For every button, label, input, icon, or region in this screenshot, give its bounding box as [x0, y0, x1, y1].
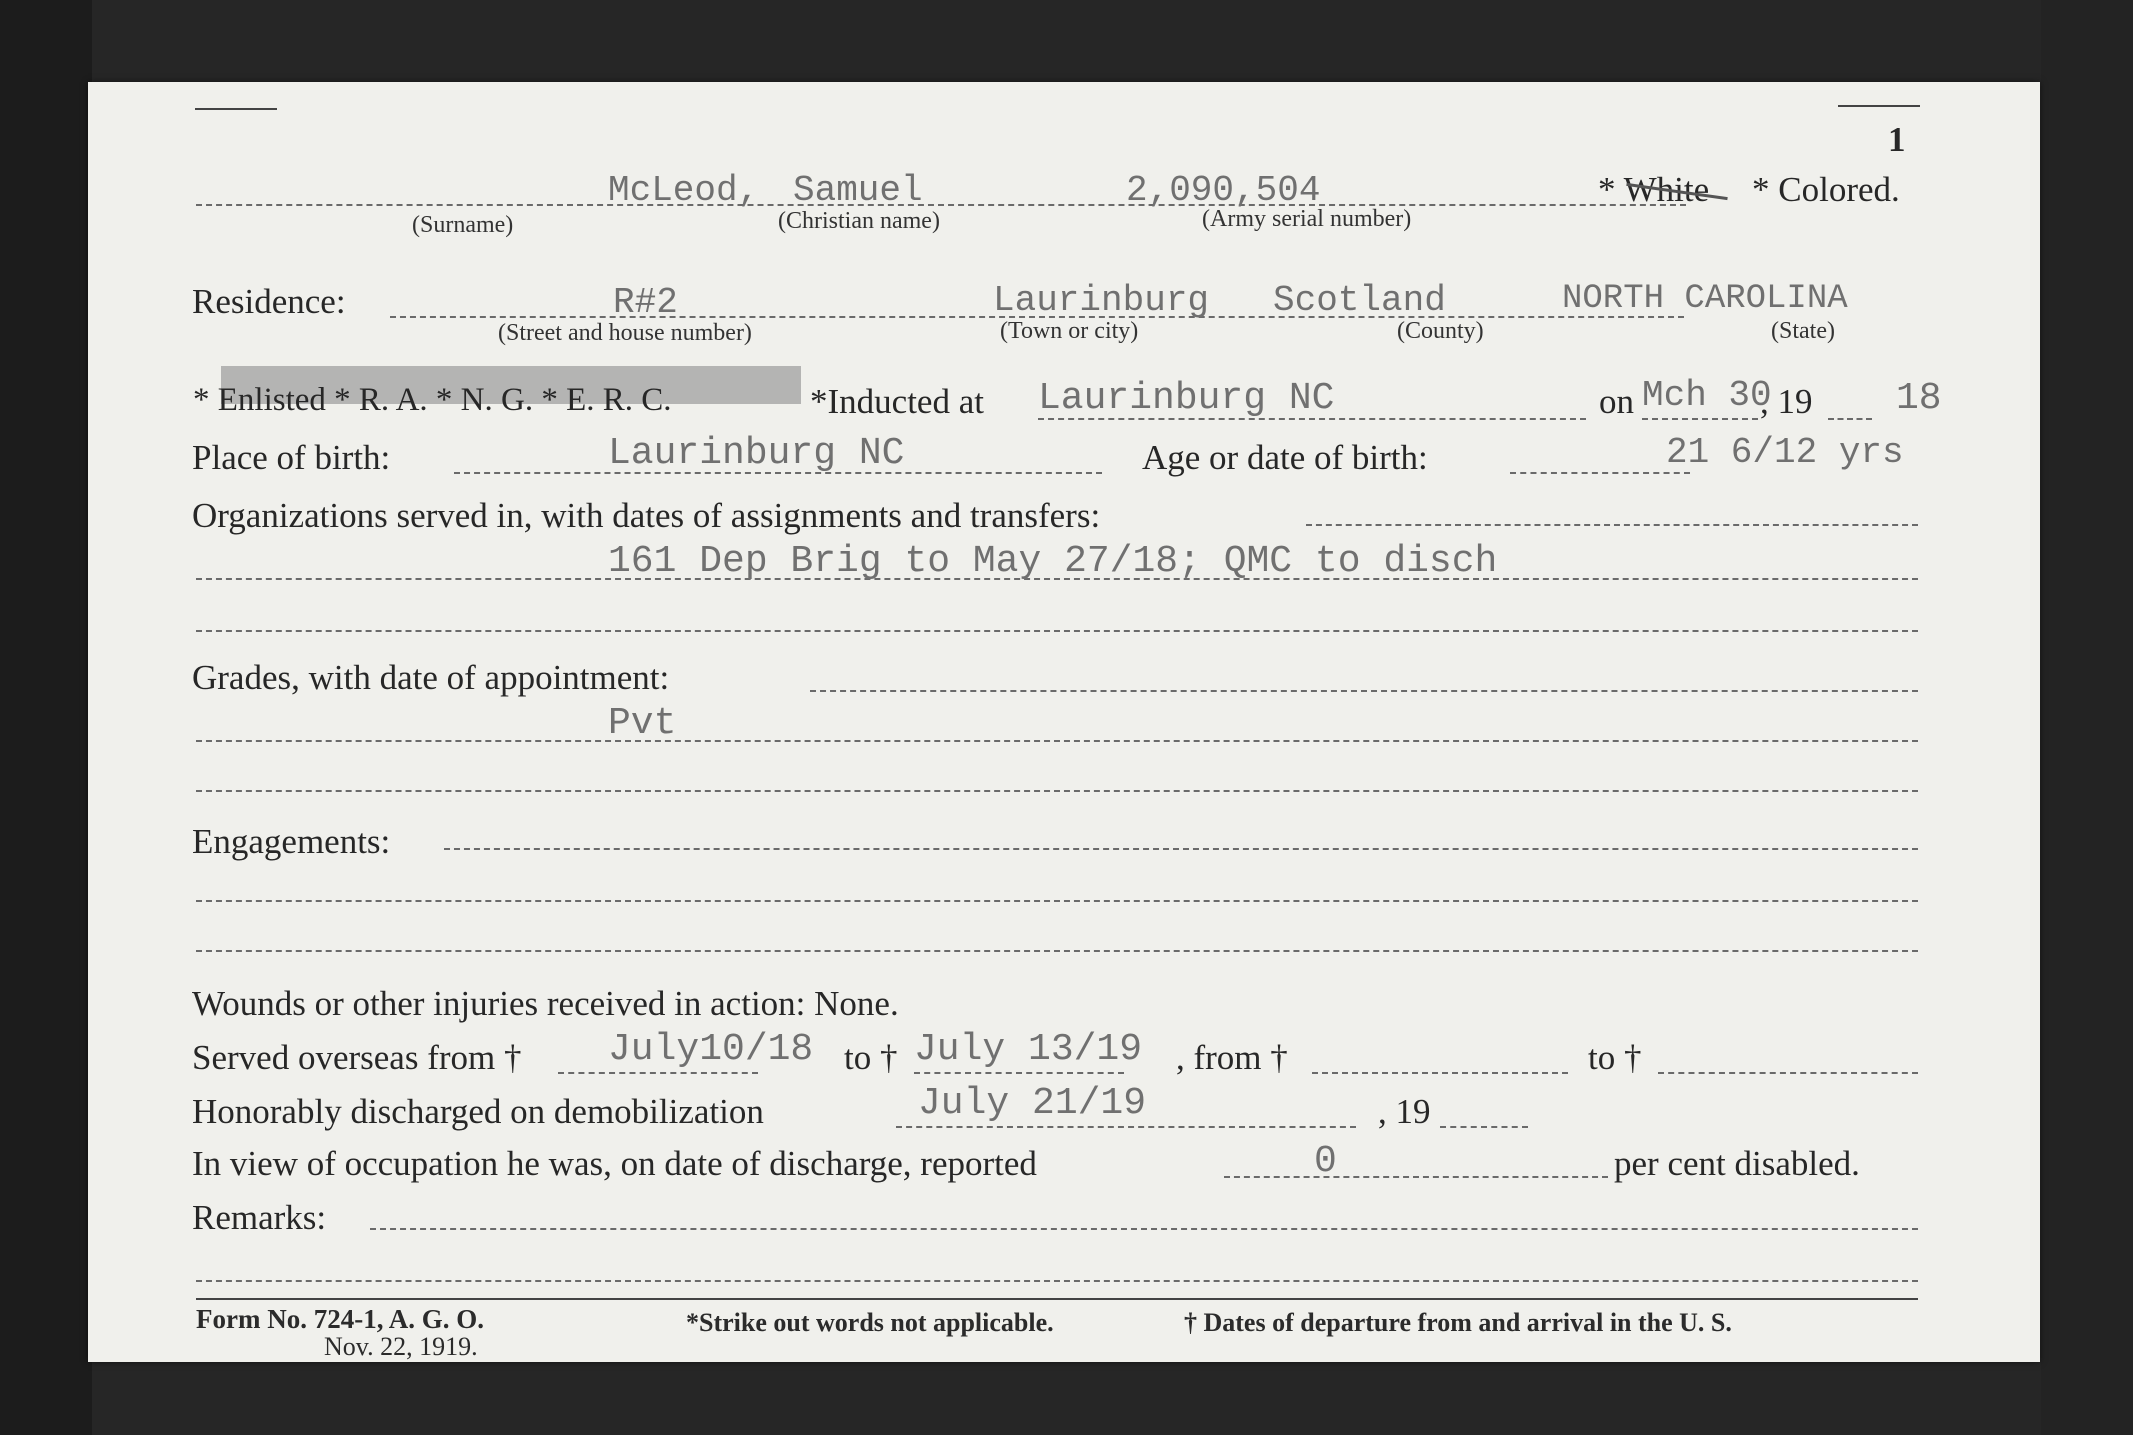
induction-year-value: 18 — [1896, 377, 1942, 420]
overseas-to-label: to † — [844, 1038, 898, 1077]
disability-suffix: per cent disabled. — [1614, 1144, 1860, 1183]
race-white: * White — [1598, 170, 1710, 209]
induction-date-line — [1642, 418, 1758, 420]
dates-dagger-note: † Dates of departure from and arrival in the U. S. — [1184, 1308, 1732, 1337]
wounds-label: Wounds or other injuries received in action: None. — [192, 984, 899, 1023]
organizations-line-1 — [1306, 524, 1918, 526]
grades-line-1 — [810, 690, 1918, 692]
race-colored: * Colored. — [1752, 170, 1900, 209]
street-value: R#2 — [613, 282, 678, 323]
engagements-line-3 — [196, 950, 1918, 952]
footer-rule — [196, 1298, 1918, 1300]
overseas-from2-label: , from † — [1176, 1038, 1288, 1077]
induction-date-value: Mch 30 — [1642, 375, 1772, 416]
surname-caption: (Surname) — [412, 212, 514, 238]
town-caption: (Town or city) — [1000, 318, 1139, 344]
draft-record-card — [88, 82, 2040, 1362]
overseas-to-value: July 13/19 — [914, 1028, 1143, 1071]
top-right-rule — [1838, 105, 1920, 107]
serial-number-caption: (Army serial number) — [1202, 206, 1412, 232]
inducted-at-value: Laurinburg NC — [1038, 377, 1335, 420]
state-caption: (State) — [1771, 318, 1835, 344]
disability-value: 0 — [1314, 1140, 1337, 1183]
grades-value: Pvt — [608, 702, 677, 745]
disability-label: In view of occupation he was, on date of discharge, reported — [192, 1144, 1037, 1183]
organizations-value: 161 Dep Brig to May 27/18; QMC to disch — [608, 540, 1498, 583]
county-caption: (County) — [1397, 318, 1484, 344]
grades-label: Grades, with date of appointment: — [192, 658, 670, 697]
remarks-line-2 — [196, 1280, 1918, 1282]
serial-number-value: 2,090,504 — [1126, 170, 1321, 211]
state-value: NORTH CAROLINA — [1562, 280, 1848, 318]
christian-name-caption: (Christian name) — [778, 208, 940, 234]
on-label: on — [1599, 382, 1634, 421]
scan-border-left — [0, 0, 92, 1435]
discharge-year-label: , 19 — [1378, 1092, 1431, 1131]
overseas-from-value: July10/18 — [608, 1028, 814, 1071]
discharge-year-line — [1440, 1126, 1528, 1128]
engagements-line-2 — [196, 900, 1918, 902]
engagements-line-1 — [444, 848, 1918, 850]
place-of-birth-value: Laurinburg NC — [608, 432, 905, 475]
place-of-birth-label: Place of birth: — [192, 438, 391, 477]
strike-out-note: *Strike out words not applicable. — [686, 1308, 1054, 1337]
overseas-from-line — [558, 1072, 758, 1074]
engagements-label: Engagements: — [192, 822, 391, 861]
overseas-to2-label: to † — [1588, 1038, 1642, 1077]
name-line — [196, 204, 1686, 206]
town-value: Laurinburg — [993, 280, 1210, 321]
overseas-label: Served overseas from † — [192, 1038, 522, 1077]
age-line — [1510, 472, 1690, 474]
enlistment-options: * Enlisted * R. A. * N. G. * E. R. C. — [193, 382, 672, 418]
form-number: Form No. 724-1, A. G. O. — [196, 1304, 484, 1334]
christian-name-value: Samuel — [793, 170, 923, 211]
overseas-to-line — [914, 1072, 1124, 1074]
street-caption: (Street and house number) — [498, 320, 752, 346]
discharge-value: July 21/19 — [918, 1082, 1147, 1125]
disability-line — [1224, 1176, 1608, 1178]
surname-value: McLeod, — [608, 170, 760, 211]
organizations-line-3 — [196, 630, 1918, 632]
page-number: 1 — [1888, 120, 1906, 159]
overseas-to2-line — [1658, 1072, 1918, 1074]
county-value: Scotland — [1273, 280, 1446, 321]
scan-border-right — [2041, 0, 2133, 1435]
top-left-rule — [195, 108, 277, 110]
age-value: 21 6/12 yrs — [1666, 432, 1904, 473]
age-label: Age or date of birth: — [1142, 438, 1428, 477]
induction-year-prefix: , 19 — [1760, 382, 1813, 421]
remarks-line-1 — [370, 1228, 1918, 1230]
form-date: Nov. 22, 1919. — [324, 1332, 478, 1361]
discharge-label: Honorably discharged on demobilization — [192, 1092, 764, 1131]
induction-year-line — [1828, 418, 1872, 420]
organizations-label: Organizations served in, with dates of assignments and transfers: — [192, 496, 1101, 535]
remarks-label: Remarks: — [192, 1198, 327, 1237]
residence-label: Residence: — [192, 282, 346, 321]
discharge-line — [896, 1126, 1356, 1128]
inducted-at-label: *Inducted at — [810, 382, 984, 421]
grades-line-3 — [196, 790, 1918, 792]
overseas-from2-line — [1312, 1072, 1568, 1074]
grades-line-2 — [196, 740, 1918, 742]
